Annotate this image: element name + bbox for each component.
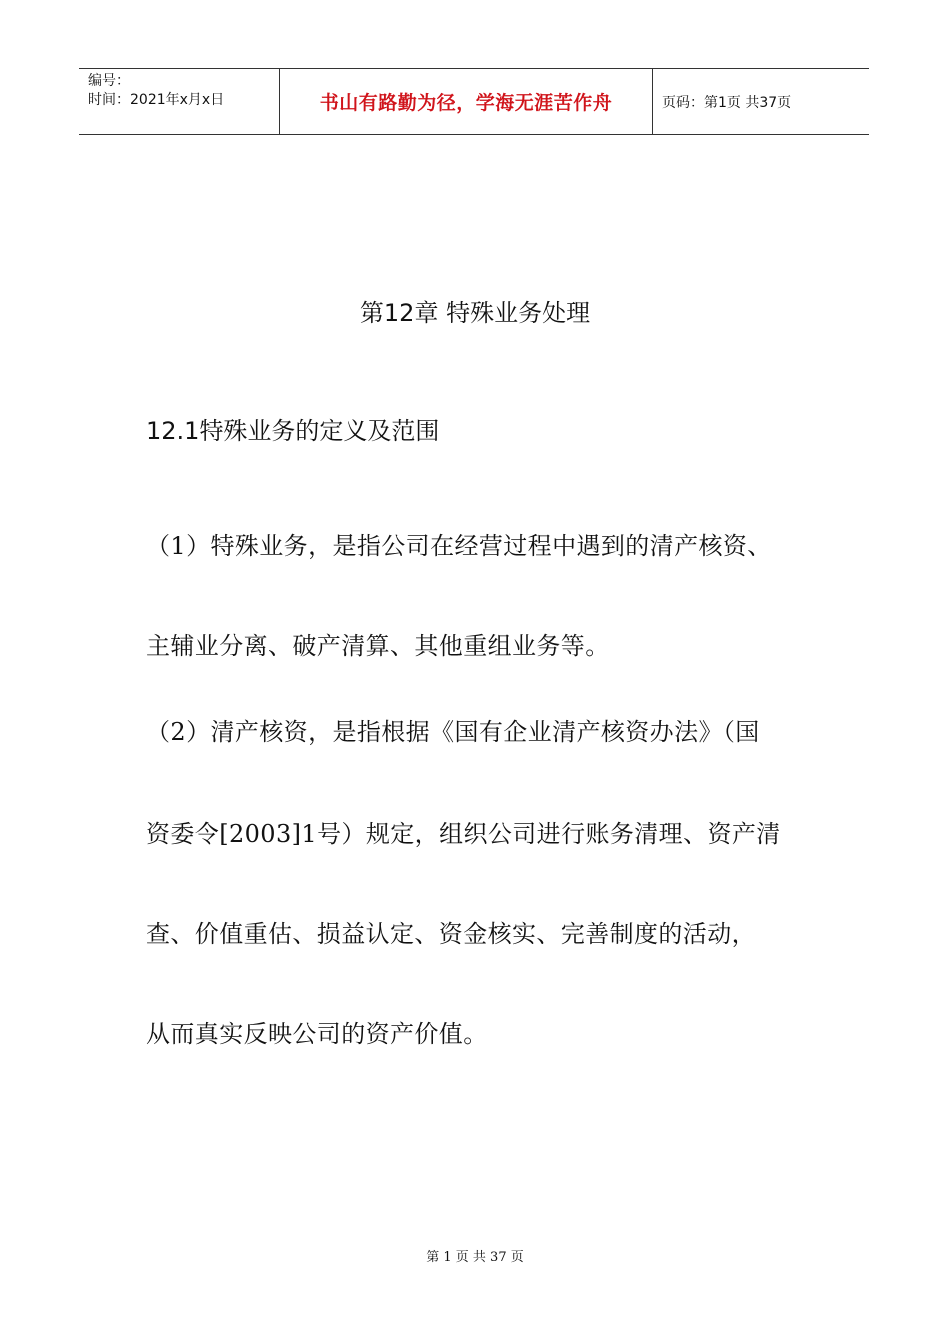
body-line: 资委令[2003]1号）规定，组织公司进行账务清理、资产清 bbox=[146, 820, 781, 848]
document-date-label: 时间：2021年x月x日 bbox=[88, 92, 225, 108]
body-line: （2）清产核资，是指根据《国有企业清产核资办法》（国 bbox=[146, 718, 760, 746]
body-line: （1）特殊业务，是指公司在经营过程中遇到的清产核资、 bbox=[146, 532, 772, 560]
header-motto: 书山有路勤为径，学海无涯苦作舟 bbox=[319, 92, 613, 114]
body-line: 主辅业分离、破产清算、其他重组业务等。 bbox=[146, 632, 610, 660]
body-line: 从而真实反映公司的资产价值。 bbox=[146, 1020, 488, 1048]
header-page-info: 页码：第1页 共37页 bbox=[662, 94, 792, 111]
chapter-title: 第12章 特殊业务处理 bbox=[359, 299, 591, 327]
page-header bbox=[79, 68, 869, 135]
document-number-label: 编号： bbox=[88, 73, 130, 89]
header-motto-cell bbox=[280, 69, 653, 134]
section-title: 12.1特殊业务的定义及范围 bbox=[146, 417, 440, 445]
body-line: 查、价值重估、损益认定、资金核实、完善制度的活动， bbox=[146, 920, 756, 948]
header-page-cell bbox=[653, 69, 869, 134]
page-footer: 第 1 页 共 37 页 bbox=[426, 1250, 524, 1265]
header-meta-cell bbox=[79, 69, 280, 134]
